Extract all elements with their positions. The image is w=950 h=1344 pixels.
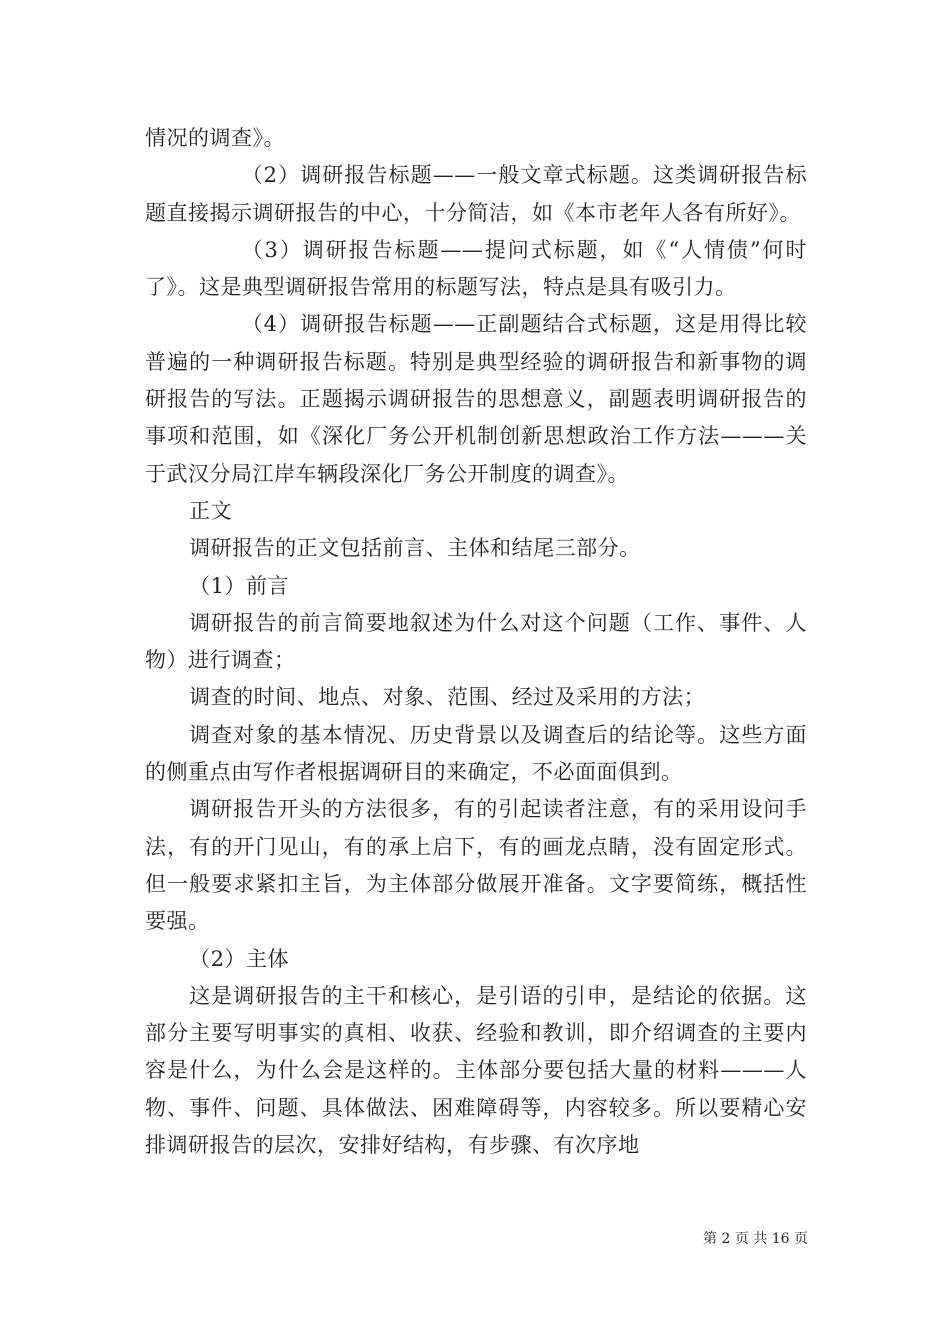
- footer-page-number: 2: [721, 1231, 731, 1247]
- subheading-main: （2）主体: [189, 946, 289, 971]
- section-heading-body: 正文: [189, 498, 233, 523]
- subheading-preface: （1）前言: [189, 573, 289, 598]
- paragraph-title-type-3: （3）调研报告标题——提问式标题，如《“人情债”何时了》。这是典型调研报告常用的标题写法，特点是具有吸引力。: [145, 237, 807, 300]
- paragraph-title-type-4: （4）调研报告标题——正副题结合式标题，这是用得比较普遍的一种调研报告标题。特别是典型经验的调研报告和新事物的调研报告的写法。正题揭示调研报告的思想意义，副题表明调研报告的事项和范围，如《深化厂务公开机制创新思想政治工作方法———关于武汉分局江岸车辆段深化厂务公开制度的调查》。: [145, 312, 807, 486]
- page-footer: [0, 1228, 808, 1248]
- footer-suffix: 页: [794, 1231, 808, 1247]
- paragraph-main-body: 这是调研报告的主干和核心，是引语的引申，是结论的依据。这部分主要写明事实的真相、收获、经验和教训，即介绍调查的主要内容是什么，为什么会是这样的。主体部分要包括大量的材料———人物、事件、问题、具体做法、困难障碍等，内容较多。所以要精心安排调研报告的层次，安排好结构，有步骤、有次序地: [145, 983, 807, 1158]
- footer-total-pages: 16: [771, 1231, 790, 1247]
- paragraph-opening-methods: 调研报告开头的方法很多，有的引起读者注意，有的采用设问手法，有的开门见山，有的承上启下，有的画龙点睛，没有固定形式。但一般要求紧扣主旨，为主体部分做展开准备。文字要简练，概括性要强。: [145, 797, 807, 934]
- paragraph-continuation: 情况的调查》。: [145, 126, 285, 150]
- footer-middle: 页 共: [734, 1231, 768, 1247]
- paragraph-preface-why: 调研报告的前言简要地叙述为什么对这个问题（工作、事件、人物）进行调查；: [145, 610, 807, 673]
- paragraph-title-type-2: （2）调研报告标题——一般文章式标题。这类调研报告标题直接揭示调研报告的中心，十分简洁，如《本市老年人各有所好》。: [145, 163, 807, 225]
- paragraph-body-parts: 调研报告的正文包括前言、主体和结尾三部分。: [189, 536, 641, 561]
- footer-prefix: 第: [702, 1231, 717, 1247]
- document-body: [145, 120, 807, 1164]
- paragraph-preface-when: 调查的时间、地点、对象、范围、经过及采用的方法；: [189, 685, 706, 710]
- paragraph-preface-background: 调查对象的基本情况、历史背景以及调查后的结论等。这些方面的侧重点由写作者根据调研目的来确定，不必面面俱到。: [145, 722, 807, 785]
